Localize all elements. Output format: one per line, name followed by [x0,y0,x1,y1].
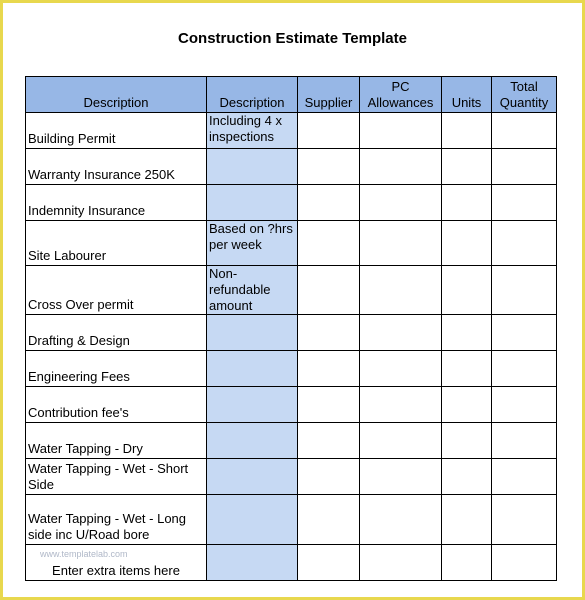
item-cell[interactable]: Building Permit [26,113,207,149]
pc-allowance-cell[interactable] [360,113,442,149]
total-quantity-cell[interactable] [492,149,557,185]
item-cell[interactable]: Indemnity Insurance [26,185,207,221]
units-cell[interactable] [442,221,492,266]
note-cell[interactable]: Non-refundable amount [207,266,298,315]
note-cell[interactable] [207,351,298,387]
table-row [26,185,557,221]
pc-allowance-cell[interactable] [360,266,442,315]
units-cell[interactable] [442,495,492,545]
note-cell[interactable]: Based on ?hrs per week [207,221,298,266]
pc-allowance-cell[interactable] [360,315,442,351]
total-quantity-cell[interactable] [492,545,557,581]
pc-allowance-cell[interactable] [360,423,442,459]
extra-item-cell[interactable]: Enter extra items here [26,545,207,581]
units-cell[interactable] [442,315,492,351]
pc-allowance-cell[interactable] [360,545,442,581]
header-description-notes: Description [207,77,298,113]
item-cell[interactable]: Site Labourer [26,221,207,266]
table-row [26,387,557,423]
units-cell[interactable] [442,185,492,221]
supplier-cell[interactable] [298,545,360,581]
table-row [26,266,557,315]
pc-allowance-cell[interactable] [360,185,442,221]
header-supplier: Supplier [298,77,360,113]
table-row [26,423,557,459]
note-cell[interactable] [207,423,298,459]
units-cell[interactable] [442,545,492,581]
supplier-cell[interactable] [298,315,360,351]
supplier-cell[interactable] [298,495,360,545]
table-row [26,113,557,149]
supplier-cell[interactable] [298,387,360,423]
item-cell[interactable]: Engineering Fees [26,351,207,387]
item-cell[interactable]: Water Tapping - Wet - Long side inc U/Road bore [26,495,207,545]
note-cell[interactable] [207,459,298,495]
units-cell[interactable] [442,423,492,459]
pc-allowance-cell[interactable] [360,351,442,387]
total-quantity-cell[interactable] [492,351,557,387]
units-cell[interactable] [442,149,492,185]
total-quantity-cell[interactable] [492,185,557,221]
header-pc-allowances: PC Allowances [360,77,442,113]
pc-allowance-cell[interactable] [360,495,442,545]
table-row [26,495,557,545]
note-cell[interactable] [207,185,298,221]
supplier-cell[interactable] [298,185,360,221]
note-cell[interactable] [207,315,298,351]
item-cell[interactable]: Water Tapping - Dry [26,423,207,459]
table-row [26,221,557,266]
item-cell[interactable]: Water Tapping - Wet - Short Side [26,459,207,495]
total-quantity-cell[interactable] [492,221,557,266]
table-row [26,351,557,387]
watermark-text: www.templatelab.com [40,549,128,559]
pc-allowance-cell[interactable] [360,459,442,495]
pc-allowance-cell[interactable] [360,387,442,423]
units-cell[interactable] [442,351,492,387]
table-row [26,149,557,185]
supplier-cell[interactable] [298,113,360,149]
document-title: Construction Estimate Template [178,30,407,47]
supplier-cell[interactable] [298,459,360,495]
total-quantity-cell[interactable] [492,113,557,149]
units-cell[interactable] [442,266,492,315]
table-row [26,459,557,495]
header-description: Description [26,77,207,113]
note-cell[interactable] [207,149,298,185]
note-cell[interactable] [207,387,298,423]
note-cell[interactable] [207,495,298,545]
supplier-cell[interactable] [298,266,360,315]
supplier-cell[interactable] [298,221,360,266]
total-quantity-cell[interactable] [492,423,557,459]
estimate-table [25,76,557,581]
total-quantity-cell[interactable] [492,266,557,315]
note-cell[interactable] [207,545,298,581]
table-row [26,315,557,351]
item-cell[interactable]: Warranty Insurance 250K [26,149,207,185]
item-cell[interactable]: Contribution fee's [26,387,207,423]
item-cell[interactable]: Drafting & Design [26,315,207,351]
item-cell[interactable]: Cross Over permit [26,266,207,315]
supplier-cell[interactable] [298,423,360,459]
note-cell[interactable]: Including 4 x inspections [207,113,298,149]
total-quantity-cell[interactable] [492,495,557,545]
pc-allowance-cell[interactable] [360,221,442,266]
total-quantity-cell[interactable] [492,315,557,351]
units-cell[interactable] [442,113,492,149]
supplier-cell[interactable] [298,149,360,185]
units-cell[interactable] [442,387,492,423]
header-row [26,77,557,113]
header-units: Units [442,77,492,113]
header-total-quantity: Total Quantity [492,77,557,113]
total-quantity-cell[interactable] [492,387,557,423]
total-quantity-cell[interactable] [492,459,557,495]
units-cell[interactable] [442,459,492,495]
supplier-cell[interactable] [298,351,360,387]
pc-allowance-cell[interactable] [360,149,442,185]
